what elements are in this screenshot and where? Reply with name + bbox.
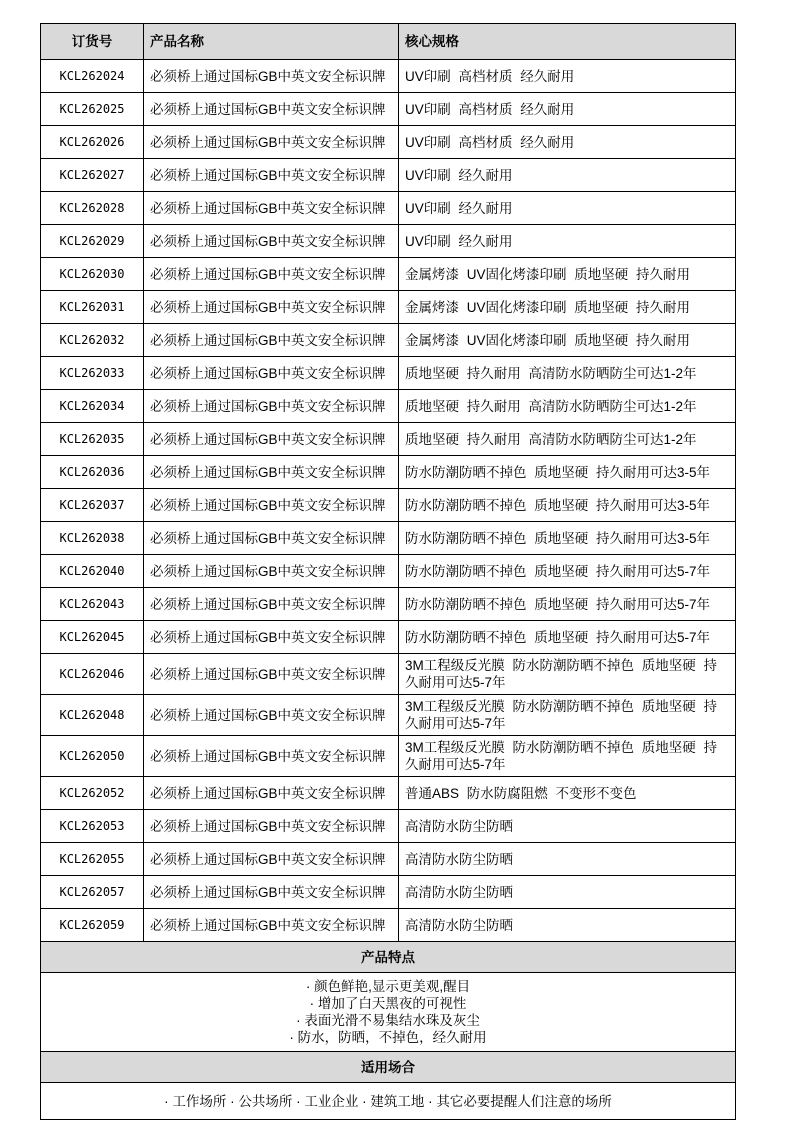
specs-cell: UV印刷 经久耐用: [399, 192, 736, 225]
specs-cell: UV印刷 经久耐用: [399, 225, 736, 258]
specs-cell: 金属烤漆 UV固化烤漆印刷 质地坚硬 持久耐用: [399, 258, 736, 291]
product-name-cell: 必须桥上通过国标GB中英文安全标识牌: [144, 357, 399, 390]
table-row: [41, 291, 736, 324]
product-name-cell: 必须桥上通过国标GB中英文安全标识牌: [144, 588, 399, 621]
order-no-cell: KCL262031: [41, 291, 144, 324]
product-name-cell: 必须桥上通过国标GB中英文安全标识牌: [144, 695, 399, 736]
specs-cell: 防水防潮防晒不掉色 质地坚硬 持久耐用可达5-7年: [399, 588, 736, 621]
product-name-cell: 必须桥上通过国标GB中英文安全标识牌: [144, 93, 399, 126]
product-name-cell: 必须桥上通过国标GB中英文安全标识牌: [144, 909, 399, 942]
specs-cell: 3M工程级反光膜 防水防潮防晒不掉色 质地坚硬 持久耐用可达5-7年: [399, 695, 736, 736]
product-name-cell: 必须桥上通过国标GB中英文安全标识牌: [144, 654, 399, 695]
specs-cell: 质地坚硬 持久耐用 高清防水防晒防尘可达1-2年: [399, 390, 736, 423]
order-no-cell: KCL262043: [41, 588, 144, 621]
header-product-name: 产品名称: [144, 24, 399, 60]
table-header-row: [41, 24, 736, 60]
product-name-cell: 必须桥上通过国标GB中英文安全标识牌: [144, 555, 399, 588]
table-row: [41, 225, 736, 258]
feature-item: · 表面光滑不易集结水珠及灰尘: [296, 1013, 480, 1028]
table-row: [41, 909, 736, 942]
features-list: [41, 973, 736, 1052]
header-specs: 核心规格: [399, 24, 736, 60]
order-no-cell: KCL262040: [41, 555, 144, 588]
product-name-cell: 必须桥上通过国标GB中英文安全标识牌: [144, 843, 399, 876]
scenarios-content-row: [41, 1083, 736, 1120]
table-row: [41, 357, 736, 390]
specs-cell: 防水防潮防晒不掉色 质地坚硬 持久耐用可达3-5年: [399, 489, 736, 522]
product-name-cell: 必须桥上通过国标GB中英文安全标识牌: [144, 456, 399, 489]
table-row: [41, 456, 736, 489]
product-name-cell: 必须桥上通过国标GB中英文安全标识牌: [144, 390, 399, 423]
order-no-cell: KCL262038: [41, 522, 144, 555]
header-order-no: 订货号: [41, 24, 144, 60]
product-name-cell: 必须桥上通过国标GB中英文安全标识牌: [144, 423, 399, 456]
product-name-cell: 必须桥上通过国标GB中英文安全标识牌: [144, 192, 399, 225]
product-name-cell: 必须桥上通过国标GB中英文安全标识牌: [144, 777, 399, 810]
product-name-cell: 必须桥上通过国标GB中英文安全标识牌: [144, 258, 399, 291]
specs-cell: 金属烤漆 UV固化烤漆印刷 质地坚硬 持久耐用: [399, 324, 736, 357]
specs-cell: UV印刷 高档材质 经久耐用: [399, 60, 736, 93]
specs-cell: 普通ABS 防水防腐阻燃 不变形不变色: [399, 777, 736, 810]
specs-cell: 3M工程级反光膜 防水防潮防晒不掉色 质地坚硬 持久耐用可达5-7年: [399, 654, 736, 695]
table-row: [41, 258, 736, 291]
feature-item: · 颜色鲜艳,显示更美观,醒目: [305, 979, 471, 994]
table-row: [41, 324, 736, 357]
order-no-cell: KCL262028: [41, 192, 144, 225]
order-no-cell: KCL262055: [41, 843, 144, 876]
order-no-cell: KCL262045: [41, 621, 144, 654]
features-content-row: [41, 973, 736, 1052]
order-no-cell: KCL262036: [41, 456, 144, 489]
specs-cell: 质地坚硬 持久耐用 高清防水防晒防尘可达1-2年: [399, 357, 736, 390]
product-name-cell: 必须桥上通过国标GB中英文安全标识牌: [144, 489, 399, 522]
order-no-cell: KCL262053: [41, 810, 144, 843]
order-no-cell: KCL262030: [41, 258, 144, 291]
specs-cell: 防水防潮防晒不掉色 质地坚硬 持久耐用可达3-5年: [399, 522, 736, 555]
table-body: [41, 60, 736, 942]
table-footer-sections: [41, 942, 736, 1120]
table-row: [41, 621, 736, 654]
order-no-cell: KCL262024: [41, 60, 144, 93]
table-row: [41, 126, 736, 159]
specs-cell: 防水防潮防晒不掉色 质地坚硬 持久耐用可达5-7年: [399, 555, 736, 588]
order-no-cell: KCL262057: [41, 876, 144, 909]
scenarios-section-title: 适用场合: [41, 1052, 736, 1083]
specs-cell: 高清防水防尘防晒: [399, 810, 736, 843]
features-title-row: [41, 942, 736, 973]
specs-cell: UV印刷 高档材质 经久耐用: [399, 126, 736, 159]
order-no-cell: KCL262052: [41, 777, 144, 810]
order-no-cell: KCL262029: [41, 225, 144, 258]
order-no-cell: KCL262059: [41, 909, 144, 942]
scenarios-text: · 工作场所 · 公共场所 · 工业企业 · 建筑工地 · 其它必要提醒人们注意的场所: [41, 1083, 736, 1120]
product-name-cell: 必须桥上通过国标GB中英文安全标识牌: [144, 736, 399, 777]
scenarios-title-row: [41, 1052, 736, 1083]
table-row: [41, 159, 736, 192]
product-name-cell: 必须桥上通过国标GB中英文安全标识牌: [144, 225, 399, 258]
product-name-cell: 必须桥上通过国标GB中英文安全标识牌: [144, 291, 399, 324]
order-no-cell: KCL262050: [41, 736, 144, 777]
order-no-cell: KCL262037: [41, 489, 144, 522]
table-row: [41, 60, 736, 93]
order-no-cell: KCL262025: [41, 93, 144, 126]
product-name-cell: 必须桥上通过国标GB中英文安全标识牌: [144, 60, 399, 93]
table-row: [41, 777, 736, 810]
product-name-cell: 必须桥上通过国标GB中英文安全标识牌: [144, 522, 399, 555]
order-no-cell: KCL262033: [41, 357, 144, 390]
order-no-cell: KCL262032: [41, 324, 144, 357]
product-spec-table: [40, 23, 736, 1120]
order-no-cell: KCL262046: [41, 654, 144, 695]
table-row: [41, 522, 736, 555]
specs-cell: 高清防水防尘防晒: [399, 909, 736, 942]
feature-item: · 增加了白天黑夜的可视性: [309, 996, 467, 1011]
order-no-cell: KCL262034: [41, 390, 144, 423]
table-row: [41, 876, 736, 909]
specs-cell: 金属烤漆 UV固化烤漆印刷 质地坚硬 持久耐用: [399, 291, 736, 324]
order-no-cell: KCL262035: [41, 423, 144, 456]
table-row: [41, 390, 736, 423]
features-section-title: 产品特点: [41, 942, 736, 973]
table-row: [41, 654, 736, 695]
specs-cell: 质地坚硬 持久耐用 高清防水防晒防尘可达1-2年: [399, 423, 736, 456]
product-name-cell: 必须桥上通过国标GB中英文安全标识牌: [144, 126, 399, 159]
specs-cell: 防水防潮防晒不掉色 质地坚硬 持久耐用可达3-5年: [399, 456, 736, 489]
specs-cell: 高清防水防尘防晒: [399, 843, 736, 876]
table-row: [41, 423, 736, 456]
order-no-cell: KCL262027: [41, 159, 144, 192]
specs-cell: 防水防潮防晒不掉色 质地坚硬 持久耐用可达5-7年: [399, 621, 736, 654]
product-name-cell: 必须桥上通过国标GB中英文安全标识牌: [144, 159, 399, 192]
product-name-cell: 必须桥上通过国标GB中英文安全标识牌: [144, 324, 399, 357]
order-no-cell: KCL262026: [41, 126, 144, 159]
table-row: [41, 555, 736, 588]
order-no-cell: KCL262048: [41, 695, 144, 736]
table-row: [41, 810, 736, 843]
table-row: [41, 695, 736, 736]
specs-cell: 高清防水防尘防晒: [399, 876, 736, 909]
table-row: [41, 843, 736, 876]
feature-item: · 防水，防晒，不掉色，经久耐用: [289, 1030, 487, 1045]
product-name-cell: 必须桥上通过国标GB中英文安全标识牌: [144, 876, 399, 909]
table-row: [41, 192, 736, 225]
specs-cell: 3M工程级反光膜 防水防潮防晒不掉色 质地坚硬 持久耐用可达5-7年: [399, 736, 736, 777]
table-row: [41, 736, 736, 777]
specs-cell: UV印刷 高档材质 经久耐用: [399, 93, 736, 126]
table-row: [41, 489, 736, 522]
table-row: [41, 93, 736, 126]
specs-cell: UV印刷 经久耐用: [399, 159, 736, 192]
product-name-cell: 必须桥上通过国标GB中英文安全标识牌: [144, 810, 399, 843]
product-name-cell: 必须桥上通过国标GB中英文安全标识牌: [144, 621, 399, 654]
table-row: [41, 588, 736, 621]
